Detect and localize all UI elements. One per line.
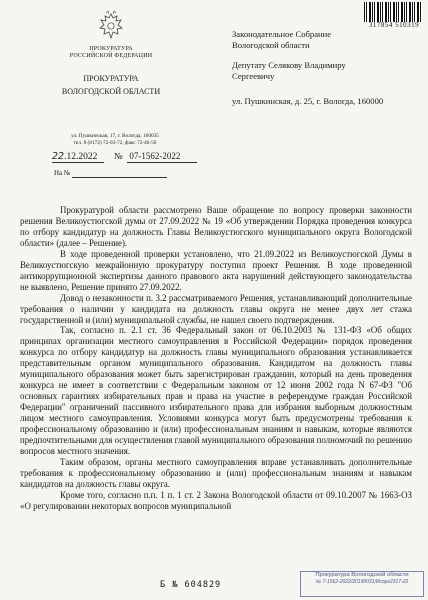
body-paragraph: Кроме того, согласно п.п. 1 п. 1 ст. 2 Закона Вологодской области от 09.10.2007 № 1663-ОЗ «О регулировании некоторых вопросов муниципальной	[20, 489, 412, 511]
recipient-line-2: Вологодской области	[232, 40, 310, 50]
date-day-handwritten: 22	[52, 151, 65, 162]
reference-underline	[72, 177, 167, 178]
stamp-line-1: Прокуратура Вологодской области	[315, 572, 409, 578]
body-paragraph: Так, согласно п. 2.1 ст. 36 Федеральный закон от 06.10.2003 № 131-ФЗ «Об общих принципах организации местного самоуправления в Российской Федерации» порядок проведения конкурса по отбору кандидатур на должность главы муниципального образования устанавливается представительным органом муниципального образования. Кандидатом на должность главы муниципального образования может быть зарегистрирован гражданин, который на день проведения конкурса не имеет в соответствии с Федеральным законом от 12 июня 2002 года N 67-ФЗ "Об основных гарантиях избирательных прав и права на участие в референдуме граждан Российской Федерации" ограничений пассивного избирательного права для избрания выборным должностным лицом местного самоуправления. Условиями конкурса могут быть предусмотрены требования к профессиональному образованию и (или) профессиональным знаниям и навыкам, которые являются предпочтительными для осуществления главой муниципального образования полномочий по решению вопросов местного значения.	[20, 325, 412, 456]
org-phone: тел. 8 (8172) 72-03-72, факс 72-46-50	[73, 140, 157, 146]
org-header-small-1: ПРОКУРАТУРА	[89, 46, 133, 52]
body-paragraph: Таким образом, органы местного самоуправления вправе устанавливать дополнительные требования к профессиональному образованию и (или) профессиональным знаниям и навыкам кандидатов на должность главы округа.	[20, 456, 412, 489]
date-rest: .12.2022	[64, 152, 98, 162]
org-name-line-2: ВОЛОГОДСКОЙ ОБЛАСТИ	[61, 87, 161, 96]
org-name-line-1: ПРОКУРАТУРА	[83, 74, 139, 83]
body-paragraph: Довод о незаконности п. 3.2 рассматриваемого Решения, устанавливающий дополнительные требования о наличии у кандидата на должность главы округа не менее двух лет стажа государственной и (или) муниципальной службы, не нашел своего подтверждения.	[20, 292, 412, 325]
date-underline	[52, 162, 104, 163]
document-date	[52, 151, 97, 162]
recipient-line-4: Сергеевичу	[232, 71, 275, 81]
recipient-line-1: Законодательное Собрание	[232, 29, 332, 39]
body-paragraph: В ходе проведенной проверки установлено, что 21.09.2022 из Великоустюгской Думы в Великоустюгскую межрайонную прокуратуру поступил проект Решения. В ходе проведенной антикоррупционной экспертизы данного правового акта нарушений действующего законодательства не выявлено, Решение принято 27.09.2022.	[20, 248, 412, 292]
document-number	[114, 151, 180, 161]
letter-body	[20, 205, 412, 512]
number-underline	[127, 162, 197, 163]
recipient-address: ул. Пушкинская, д. 25, г. Вологда, 160000	[232, 96, 384, 106]
reference-label: На №	[54, 169, 71, 177]
org-header-small-2: РОССИЙСКОЙ ФЕДЕРАЦИИ	[69, 53, 153, 59]
recipient-line-3: Депутату Селякову Владимиру	[232, 60, 346, 70]
barcode-number: 317854 510319	[368, 21, 420, 29]
body-paragraph: Прокуратурой области рассмотрено Ваше обращение по вопросу проверки законности решения Великоустюгской думы от 27.09.2022 № 19 «Об утверждении Порядка проведения конкурса по отбору кандидатур на должность Главы Великоустюгского муниципального округа Вологодской области» (далее – Решение).	[20, 205, 412, 248]
barcode	[364, 2, 422, 22]
number-value: 07-1562-2022	[129, 151, 181, 161]
number-sign: №	[114, 151, 123, 161]
coat-of-arms-icon	[94, 10, 128, 44]
registration-stamp	[300, 571, 424, 597]
stamp-line-2: № 7-1562-2022/20190031/Исорг2317-22	[315, 579, 409, 585]
form-serial-number: Б № 604829	[160, 580, 222, 590]
org-address: ул. Пушкинская, 17, г. Вологда, 160035	[71, 133, 159, 139]
